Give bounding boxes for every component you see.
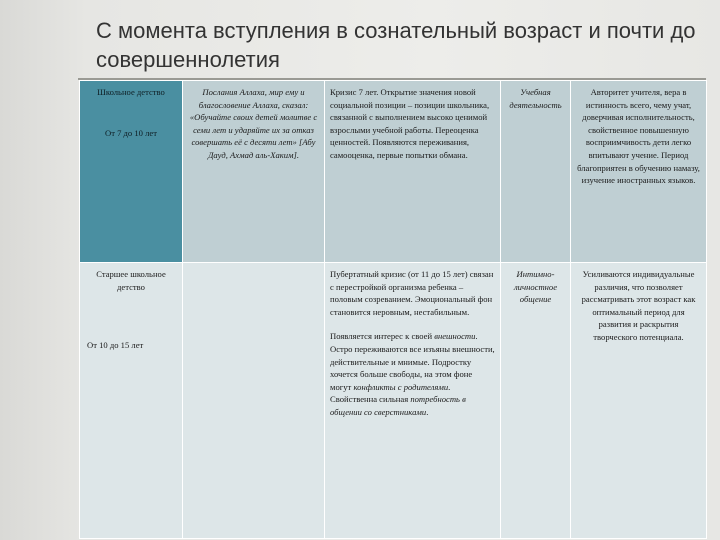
religion-cell: Послания Аллаха, мир ему и благословение Аллаха, сказал: «Обучайте своих детей молитве с семи лет и ударяйте их за отказ совершать её с десяти лет» [Абу Дауд, Ахмад аль-Хаким]. [183,81,325,263]
text-run: Появляется интерес к своей [330,331,435,342]
crisis-paragraph-2 [330,330,495,418]
text-run-italic: внешности [434,331,476,342]
slide-title: С момента вступления в сознательный возраст и почти до совершеннолетия [96,18,696,72]
text-run: . Остро переживаются все изъяны внешности, действительные и мнимые. Подростку хочется больше свободы, на этом фоне могут [330,331,495,392]
text-run-italic: конфликты с родителями [353,381,449,392]
period-cell [80,263,183,539]
text-run: . [426,406,429,417]
table-row [80,81,707,263]
text-run-italic: потребность в общении со сверстниками [330,394,466,417]
crisis-cell: Кризис 7 лет. Открытие значения новой социальной позиции – позиции школьника, связанной с выполнением высоко ценимой взрослыми учебной работы. Переоценка ценностей. Появляются переживания, самооценка, первые попытки обмана. [325,81,501,263]
text-run: . Свойственна сильная [330,381,451,405]
religion-cell [183,263,325,539]
crisis-paragraph-1: Пубертатный кризис (от 11 до 15 лет) связан с перестройкой организма ребенка – половым созреванием. Эмоциональный фон становится неровным, нестабильным. [330,269,494,317]
feature-cell: Усиливаются индивидуальные различия, что позволяет рассматривать этот возраст как оптимальный период для развития и раскрытия творческого потенциала. [571,263,707,539]
period-cell [80,81,183,263]
period-age: От 10 до 15 лет [87,340,144,351]
period-name: Старшее школьное детство [96,269,166,292]
feature-cell: Авторитет учителя, вера в истинность всего, чему учат, доверчивая исполнительность, свойственное повышенную восприимчивость дети легко впитывают учение. Период благоприятен в обучению намазу, изучение иностранных языков. [571,81,707,263]
period-age: От 7 до 10 лет [105,127,157,138]
table-row [80,263,707,539]
development-table [79,80,707,539]
period-name: Школьное детство [97,87,165,97]
activity-cell: Учебная деятельность [501,81,571,263]
activity-cell: Интимно-личностное общение [501,263,571,539]
crisis-cell [325,263,501,539]
